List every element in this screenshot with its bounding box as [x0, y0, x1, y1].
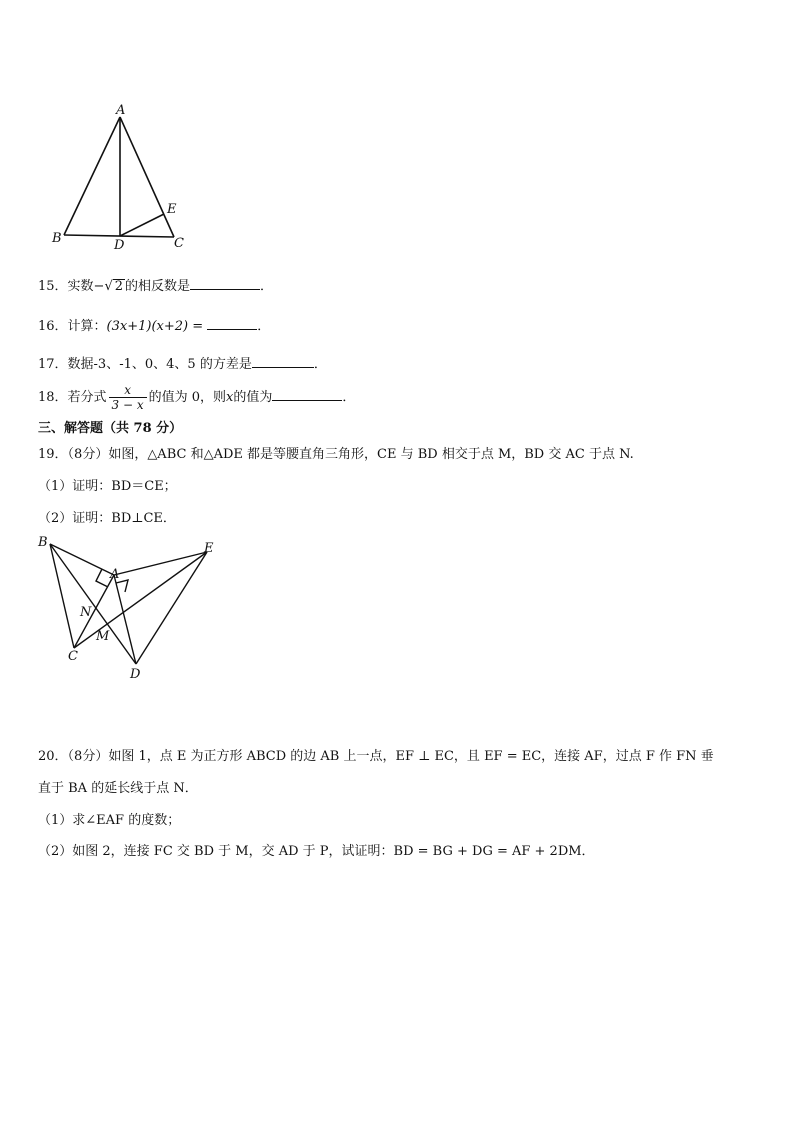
q15-suffix: 的相反数是 — [125, 279, 191, 294]
q18-end: ． — [342, 390, 356, 405]
triangle-figure-1 — [40, 95, 200, 255]
label-B: B — [38, 535, 48, 550]
question-19-stem: 19．（8分）如图，△ABC 和△ADE 都是等腰直角三角形，CE 与 BD 相交于点 M，BD 交 AC 于点 N. — [38, 447, 634, 462]
triangle-figure-2 — [30, 530, 230, 685]
label-M: M — [96, 629, 110, 644]
question-17 — [38, 354, 327, 374]
question-19-part2: （2）证明：BD⊥CE． — [38, 511, 176, 526]
q18-var: x — [226, 390, 234, 405]
label-C: C — [68, 649, 78, 664]
q16-end: ． — [257, 319, 271, 334]
question-20-part2: （2）如图 2，连接 FC 交 BD 于 M，交 AD 于 P，试证明：BD = BG + DG = AF + 2DM． — [38, 844, 595, 859]
q18-mid: 的值为 0，则 — [148, 390, 227, 405]
label-D: D — [130, 667, 141, 682]
question-20-line1: 20．（8分）如图 1，点 E 为正方形 ABCD 的边 AB 上一点，EF ⊥ EC，且 EF = EC，连接 AF，过点 F 作 FN 垂 — [38, 749, 714, 764]
q17-answer-blank[interactable] — [252, 354, 314, 368]
label-E: E — [167, 202, 177, 217]
q16-prefix: 16．计算： — [38, 319, 107, 334]
q15-end: ． — [260, 279, 274, 294]
question-20-line2: 直于 BA 的延长线于点 N． — [38, 781, 198, 796]
section-heading: 三、解答题（共 78 分） — [38, 421, 183, 436]
label-D: D — [114, 238, 125, 253]
question-15: 15．实数−√ 2 的相反数是 ． — [38, 276, 273, 296]
q18-prefix: 18．若分式 — [38, 390, 107, 405]
q18-denominator: 3 − x — [109, 397, 147, 412]
q18-suffix: 的值为 — [233, 390, 273, 405]
q17-end: ． — [313, 357, 327, 372]
label-N: N — [80, 605, 92, 620]
question-20-part1: （1）求∠EAF 的度数； — [38, 813, 181, 828]
label-E: E — [204, 541, 214, 556]
question-16 — [38, 316, 270, 336]
q15-radicand: 2 — [114, 279, 124, 294]
q18-numerator: x — [124, 383, 131, 397]
q18-fraction — [109, 383, 147, 412]
q18-answer-blank[interactable] — [272, 387, 342, 401]
q17-text: 17．数据-3、-1、0、4、5 的方差是 — [38, 357, 252, 372]
q15-minus: − — [93, 279, 105, 294]
question-18 — [38, 382, 355, 414]
label-A: A — [116, 103, 126, 118]
q16-answer-blank[interactable] — [207, 316, 257, 330]
q15-prefix: 15．实数 — [38, 279, 94, 294]
q16-expression: (3x+1)(x+2) = — [106, 319, 204, 334]
q15-answer-blank[interactable] — [190, 276, 260, 290]
question-19-part1: （1）证明：BD＝CE； — [38, 479, 177, 494]
label-A: A — [110, 567, 120, 582]
label-C: C — [174, 236, 184, 251]
label-B: B — [52, 231, 62, 246]
